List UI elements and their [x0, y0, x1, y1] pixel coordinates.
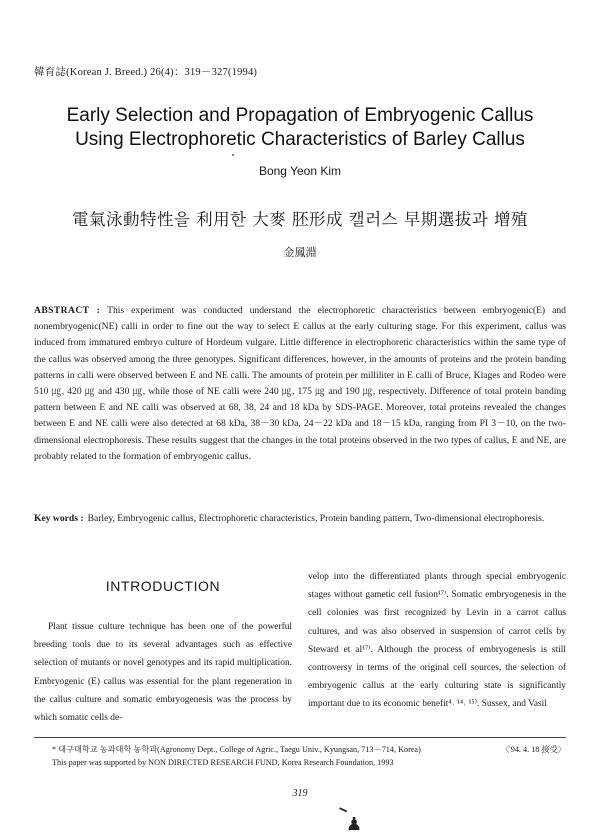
keywords-text: Barley, Embryogenic callus, Electrophoretic characteristics, Protein banding pattern, Two-dimensional electrophoresis.: [87, 513, 545, 524]
speck-mark: [232, 154, 234, 156]
footnote-received-date: 〈'94. 4. 18 接受〉: [501, 745, 566, 754]
paper-title-line-1: Early Selection and Propagation of Embryogenic Callus: [66, 105, 534, 126]
section-heading-introduction: INTRODUCTION: [105, 578, 221, 594]
paper-title-line-2: Using Electrophoretic Characteristics of Barley Callus: [75, 129, 525, 150]
right-column: [308, 568, 566, 714]
page-number: 319: [292, 788, 308, 799]
korean-title: 電氣泳動特性을 利用한 大麥 胚形成 캘러스 早期選拔과 增殖: [71, 210, 529, 229]
journal-citation: 韓育誌(Korean J. Breed.) 26(4)：319－327(1994): [34, 67, 258, 78]
keywords-label: Key words :: [34, 513, 84, 524]
scan-artifact-figure: ♟: [346, 814, 363, 835]
footnote-divider: [34, 737, 566, 738]
abstract-text: This experiment was conducted understand the electrophoretic characteristics between embryogenic(E) and nonembryogenic(NE) calli in order to fine out the way to select E callus at the early culturing stage. For this experiment, callus was induced from immatured embryo culture of Hordeum vulgare. Little difference in electrophoretic characteristics within the same type of the callus was observed among the three genotypes. Significant differences, however, in the amounts of proteins and the protein banding patterns in calli were observed between E and NE calli. The amounts of protein per milliliter in E calli of Bruce, Klages and Rodeo were 510 ㎍, 420 ㎍ and 430 ㎍, while those of NE calli were 240 ㎍, 175 ㎍ and 190 ㎍, respectively. Difference of total protein banding pattern between E and NE calli was observed at 68, 38, 24 and 18 kDa by SDS-PAGE. Moreover, total proteins revealed the changes between E and NE calli were also detected at 68 kDa, 38－30 kDa, 24－22 kDa and 18－15 kDa, ranging from PI 3－10, on the two-dimensional electrophoresis. These results suggest that the changes in the total proteins observed in the two types of callus, E and NE, are probably related to the formation of embryogenic callus.: [34, 305, 566, 462]
abstract: [34, 303, 566, 465]
korean-author: 金鳳淵: [283, 246, 317, 259]
intro-paragraph-left: Plant tissue culture technique has been one of the powerful breeding tools due to its several advantages such as effective selection of mutants or novel genotypes and its rapid multiplication. Embryogenic (E) callus was essential for the plant regeneration in the callus culture and somatic embryogenesis was the process by which somatic cells de-: [34, 622, 292, 724]
footnote-funding: This paper was supported by NON DIRECTED RESEARCH FUND, Korea Research Foundation, 1993: [52, 758, 394, 767]
footnote-affiliation: * 대구대학교 농과대학 농학과(Agronomy Dept., College of Agric., Taegu Univ., Kyungsan, 713－714, Korea): [52, 745, 421, 754]
keywords: [34, 511, 566, 527]
scan-artifact-mark: [339, 804, 349, 813]
author-name: Bong Yeon Kim: [258, 164, 342, 178]
abstract-label: ABSTRACT :: [34, 305, 101, 316]
paper-title: [40, 104, 560, 152]
footnotes: [52, 743, 566, 769]
intro-paragraph-right: velop into the differentiated plants through special embryogenic stages without gametic cell fusion¹⁷⁾. Somatic embryogenesis in the cell colonies was first recognized by Levin in a carrot callus cultures, and was also observed in suspension of carrot cells by Steward et al¹⁷⁾. Although the process of embryogenesis is still controversy in terms of the original cell sources, the selection of embryogenic callus at the early culturing state is significantly important due to its economic benefit⁴˒ ¹⁴˒ ¹⁵⁾. Sussex, and Vasil: [308, 572, 566, 710]
left-column: [34, 578, 292, 727]
